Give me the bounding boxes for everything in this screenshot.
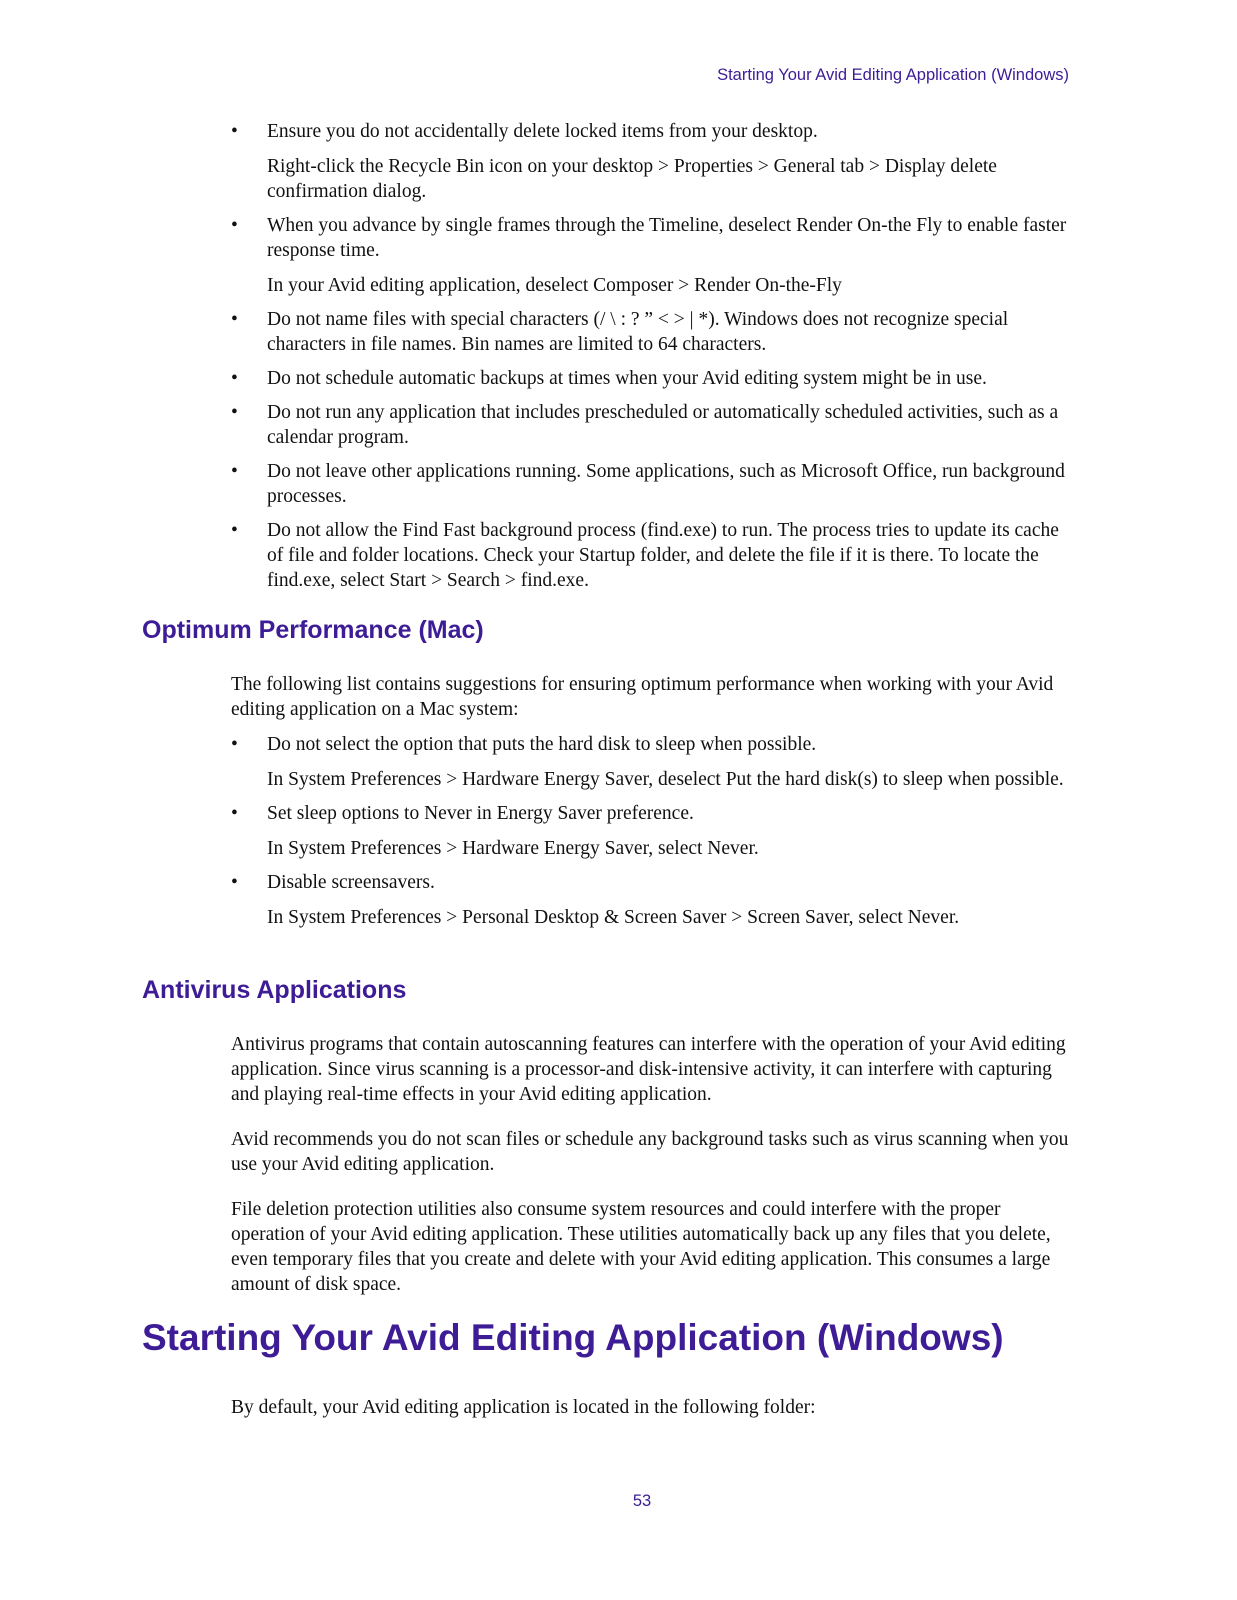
list-item-instruction: Right-click the Recycle Bin icon on your desktop > Properties > General tab > Display delete confirmation dialog.: [267, 156, 997, 202]
list-item-instruction: In System Preferences > Personal Desktop & Screen Saver > Screen Saver, select Never.: [267, 907, 960, 928]
list-item-text: Set sleep options to Never in Energy Saver preference.: [267, 803, 694, 824]
list-item: [231, 307, 1071, 357]
bullet-icon: •: [231, 368, 238, 389]
list-item: [231, 518, 1071, 593]
list-item-text: Do not select the option that puts the hard disk to sleep when possible.: [267, 734, 817, 755]
list-item-text: Do not leave other applications running. Some applications, such as Microsoft Office, run background processes.: [267, 461, 1065, 507]
list-item: [231, 119, 1071, 204]
list-item: [231, 732, 1071, 792]
list-item-text: Disable screensavers.: [267, 872, 435, 893]
chapter-heading-windows-startup: Starting Your Avid Editing Application (Windows): [142, 1317, 1004, 1358]
bullet-icon: •: [231, 734, 238, 755]
bullet-icon: •: [231, 402, 238, 423]
list-item-text: Ensure you do not accidentally delete locked items from your desktop.: [267, 121, 818, 142]
mac-intro-paragraph: The following list contains suggestions for ensuring optimum performance when working with your Avid editing application on a Mac system:: [231, 674, 1054, 720]
bullet-icon: •: [231, 803, 238, 824]
list-item: [231, 400, 1071, 450]
bullet-icon: •: [231, 121, 238, 142]
antivirus-paragraph: Avid recommends you do not scan files or schedule any background tasks such as virus scanning when you use your Avid editing application.: [231, 1129, 1069, 1175]
mac-tips-list: [231, 732, 1071, 930]
section-heading-antivirus: Antivirus Applications: [142, 976, 407, 1004]
bullet-icon: •: [231, 215, 238, 236]
list-item: [231, 870, 1071, 930]
list-item-text: Do not name files with special characters (/ \ : ? ” < > | *). Windows does not recognize special characters in file names. Bin names are limited to 64 characters.: [267, 309, 1009, 355]
section-heading-mac-performance: Optimum Performance (Mac): [142, 616, 484, 644]
list-item: [231, 801, 1071, 861]
list-item-text: Do not allow the Find Fast background process (find.exe) to run. The process tries to update its cache of file and folder locations. Check your Startup folder, and delete the file if it is there. To locate the find.exe, select Start > Search > find.exe.: [267, 520, 1059, 591]
bullet-icon: •: [231, 309, 238, 330]
list-item-instruction: In System Preferences > Hardware Energy Saver, deselect Put the hard disk(s) to sleep when possible.: [267, 769, 1064, 790]
list-item-instruction: In your Avid editing application, deselect Composer > Render On-the-Fly: [267, 275, 842, 296]
windows-intro-paragraph: By default, your Avid editing application is located in the following folder:: [231, 1397, 816, 1418]
windows-tips-list: [231, 119, 1071, 593]
list-item: [231, 459, 1071, 509]
bullet-icon: •: [231, 461, 238, 482]
list-item-instruction: In System Preferences > Hardware Energy Saver, select Never.: [267, 838, 759, 859]
list-item-text: When you advance by single frames through the Timeline, deselect Render On-the Fly to enable faster response time.: [267, 215, 1067, 261]
page-number: 53: [632, 1492, 652, 1510]
antivirus-paragraph: Antivirus programs that contain autoscanning features can interfere with the operation of your Avid editing application. Since virus scanning is a processor-and disk-intensive activity, it can interfere with capturing and playing real-time effects in your Avid editing application.: [231, 1034, 1066, 1105]
bullet-icon: •: [231, 872, 238, 893]
list-item: [231, 366, 1071, 391]
list-item-text: Do not schedule automatic backups at times when your Avid editing system might be in use.: [267, 368, 987, 389]
list-item: [231, 213, 1071, 298]
antivirus-paragraph: File deletion protection utilities also consume system resources and could interfere with the proper operation of your Avid editing application. These utilities automatically back up any files that you delete, even temporary files that you create and delete with your Avid editing application. This consumes a large amount of disk space.: [231, 1199, 1051, 1295]
bullet-icon: •: [231, 520, 238, 541]
list-item-text: Do not run any application that includes prescheduled or automatically scheduled activities, such as a calendar program.: [267, 402, 1059, 448]
running-header: Starting Your Avid Editing Application (Windows): [717, 66, 1069, 84]
